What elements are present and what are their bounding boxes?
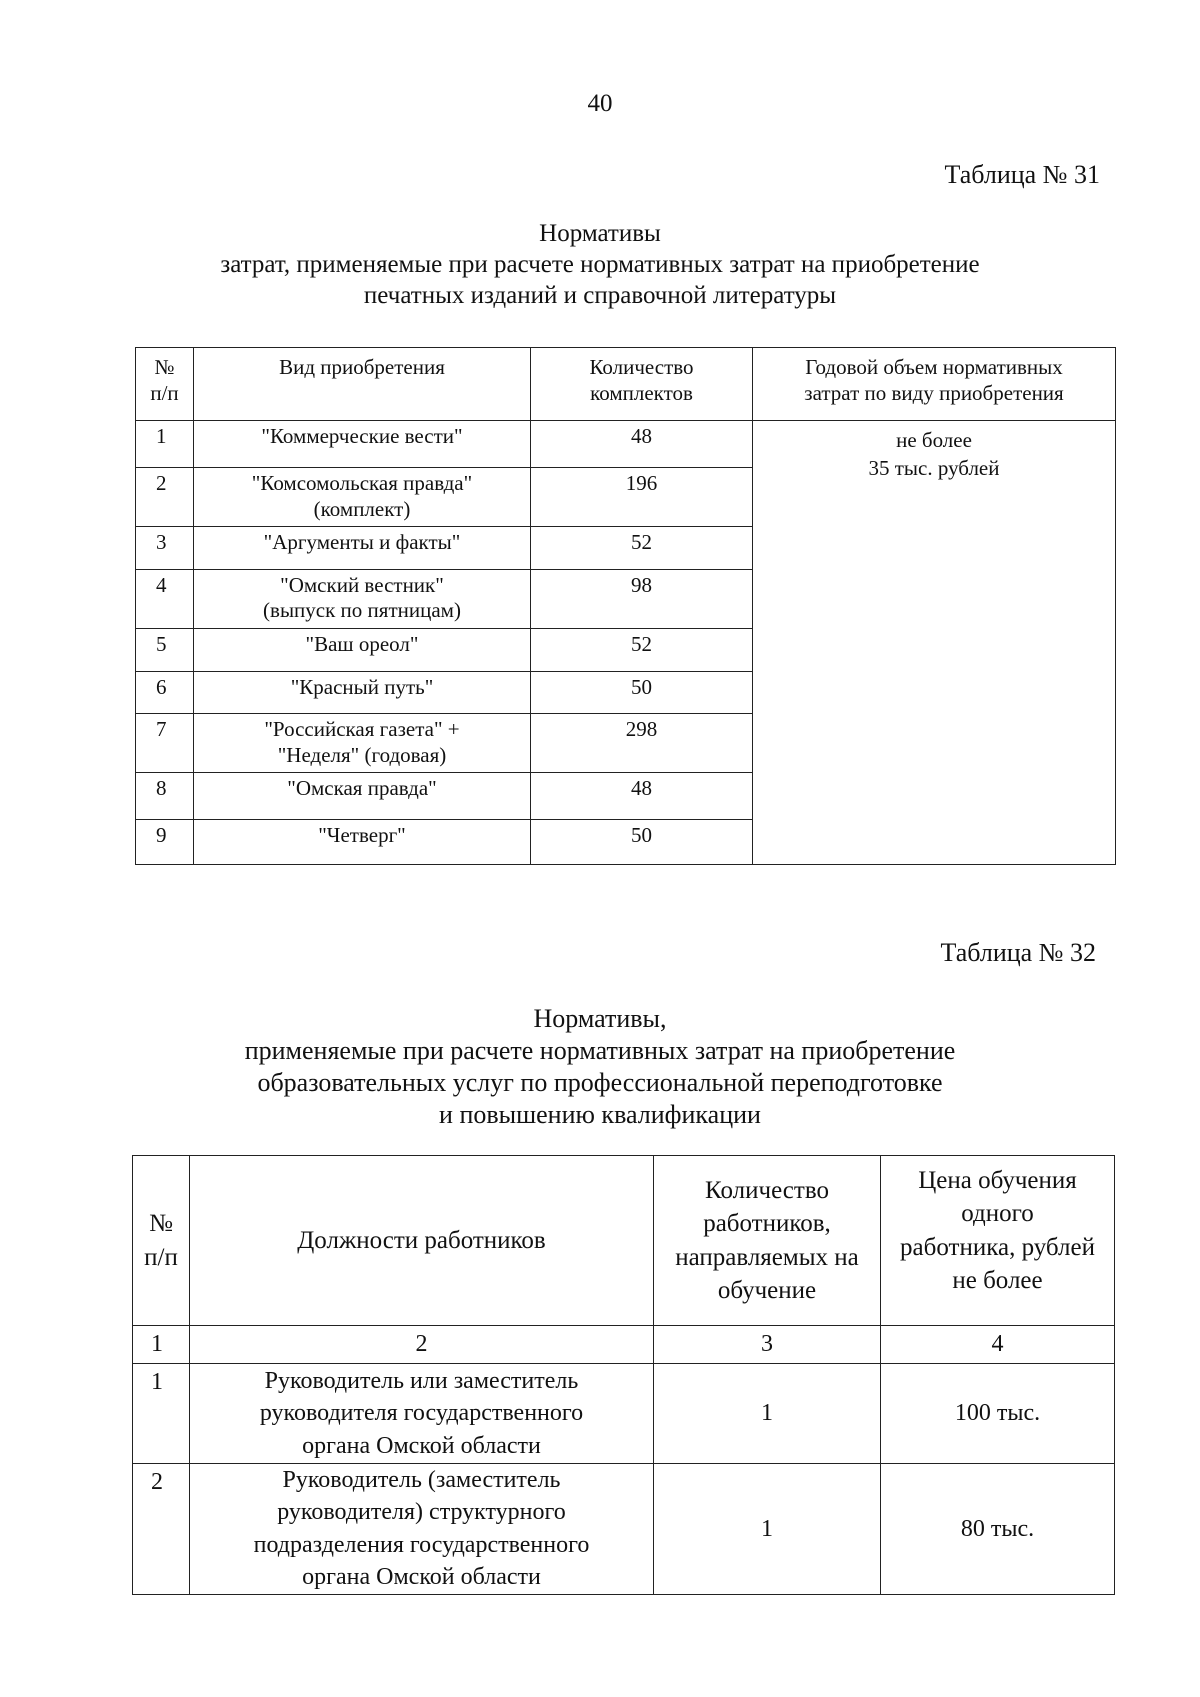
table31-title	[100, 218, 1100, 311]
table32-label: Таблица № 32	[940, 938, 1096, 967]
column-number: 2	[190, 1326, 654, 1364]
table31-header-volume: Годовой объем нормативных затрат по виду приобретения	[753, 348, 1116, 421]
column-number: 1	[133, 1326, 190, 1364]
column-number: 4	[881, 1326, 1115, 1364]
table32-header-count: Количество работников, направляемых на обучение	[654, 1156, 881, 1326]
table32-title-line: применяемые при расчете нормативных затрат на приобретение	[244, 1036, 956, 1065]
publication-name: "Омская правда"	[194, 773, 531, 820]
table32-title	[100, 1003, 1100, 1131]
publication-name: "Четверг"	[194, 820, 531, 865]
table31-header-row	[136, 348, 1116, 421]
worker-count: 1	[654, 1364, 881, 1464]
row-number: 1	[136, 421, 194, 468]
annual-volume: не более 35 тыс. рублей	[753, 421, 1116, 865]
table31-header-count: Количество комплектов	[531, 348, 753, 421]
row-number: 2	[136, 468, 194, 527]
table31-title-line: печатных изданий и справочной литературы	[363, 282, 837, 309]
table31	[135, 347, 1116, 865]
table31-title-line: Нормативы	[539, 220, 661, 247]
column-number: 3	[654, 1326, 881, 1364]
position-name: Руководитель или заместитель руководителя государственного органа Омской области	[190, 1364, 654, 1464]
row-number: 5	[136, 628, 194, 671]
publication-name: "Омский вестник" (выпуск по пятницам)	[194, 569, 531, 628]
table-row	[133, 1364, 1115, 1464]
kit-count: 196	[531, 468, 753, 527]
publication-name: "Аргументы и факты"	[194, 527, 531, 570]
publication-name: "Ваш ореол"	[194, 628, 531, 671]
row-number: 8	[136, 773, 194, 820]
row-number: 7	[136, 714, 194, 773]
row-number: 6	[136, 671, 194, 714]
table-row	[136, 421, 1116, 468]
publication-name: "Комсомольская правда" (комплект)	[194, 468, 531, 527]
publication-name: "Красный путь"	[194, 671, 531, 714]
table31-label: Таблица № 31	[944, 160, 1100, 189]
kit-count: 50	[531, 820, 753, 865]
table31-title-line: затрат, применяемые при расчете нормативных затрат на приобретение	[220, 251, 980, 278]
table32-title-line: образовательных услуг по профессиональной переподготовке	[257, 1068, 943, 1097]
row-number: 3	[136, 527, 194, 570]
page-number: 40	[587, 90, 613, 117]
table32-header-position: Должности работников	[190, 1156, 654, 1326]
table32-title-line: Нормативы,	[533, 1004, 667, 1033]
kit-count: 48	[531, 773, 753, 820]
table32-column-numbers	[133, 1326, 1115, 1364]
position-name: Руководитель (заместитель руководителя) структурного подразделения государственного органа Омской области	[190, 1464, 654, 1595]
publication-name: "Коммерческие вести"	[194, 421, 531, 468]
table31-header-type: Вид приобретения	[194, 348, 531, 421]
table32-title-line: и повышению квалификации	[439, 1100, 761, 1129]
table32-header-row	[133, 1156, 1115, 1326]
training-price: 80 тыс.	[881, 1464, 1115, 1595]
table-row	[133, 1464, 1115, 1595]
table31-header-num: № п/п	[136, 348, 194, 421]
row-number: 9	[136, 820, 194, 865]
worker-count: 1	[654, 1464, 881, 1595]
kit-count: 298	[531, 714, 753, 773]
table32-header-num: № п/п	[133, 1156, 190, 1326]
publication-name: "Российская газета" + "Неделя" (годовая)	[194, 714, 531, 773]
row-number: 1	[133, 1364, 190, 1464]
kit-count: 48	[531, 421, 753, 468]
kit-count: 50	[531, 671, 753, 714]
kit-count: 52	[531, 628, 753, 671]
table32-header-price: Цена обучения одного работника, рублей не более	[881, 1156, 1115, 1326]
table32	[132, 1155, 1115, 1595]
training-price: 100 тыс.	[881, 1364, 1115, 1464]
kit-count: 52	[531, 527, 753, 570]
row-number: 4	[136, 569, 194, 628]
kit-count: 98	[531, 569, 753, 628]
row-number: 2	[133, 1464, 190, 1595]
